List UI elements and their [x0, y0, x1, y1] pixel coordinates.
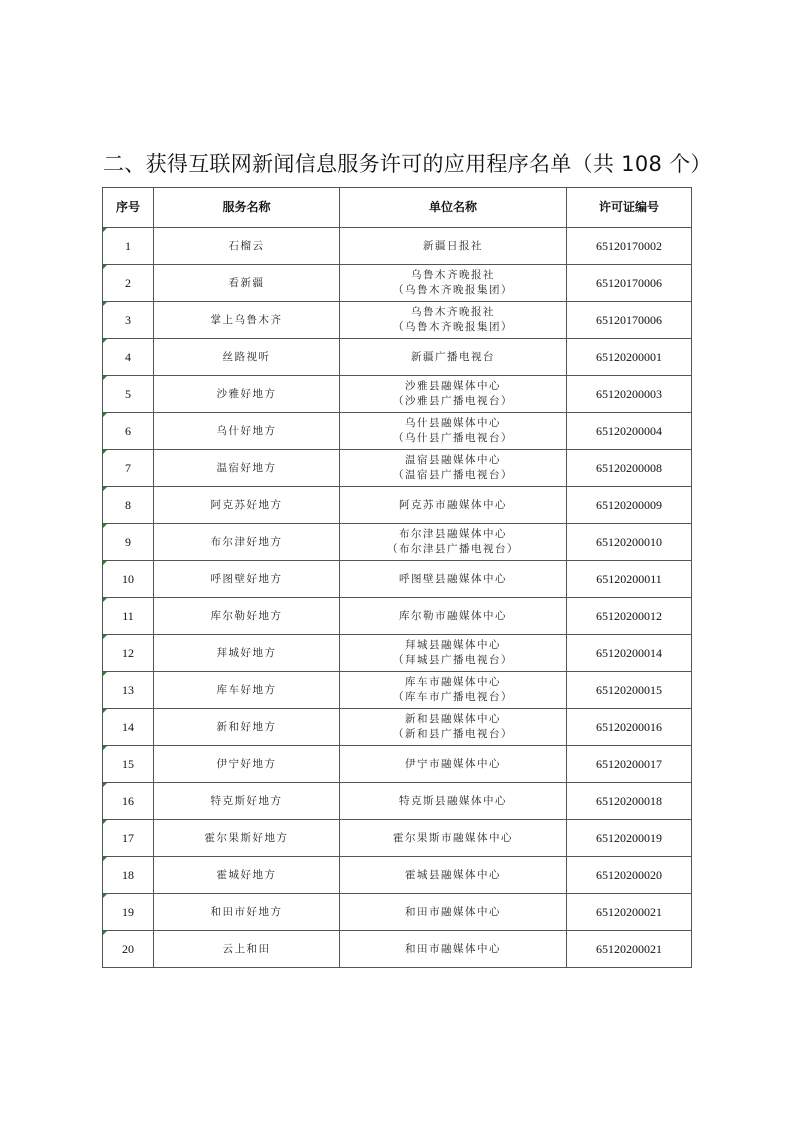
cell-seq: [103, 339, 154, 376]
unit-name-line2: （库车市广播电视台）: [393, 691, 513, 703]
header-seq: 序号: [103, 188, 154, 228]
cell-permit-number: 65120200021: [567, 894, 692, 931]
cell-unit-name: [340, 413, 567, 450]
unit-name-line1: 拜城县融媒体中心: [405, 639, 501, 651]
cell-service-name: 库尔勒好地方: [154, 598, 340, 635]
seq-text: 18: [122, 867, 134, 882]
cell-seq: [103, 672, 154, 709]
cell-permit-number: 65120200011: [567, 561, 692, 598]
cell-unit-name: [340, 931, 567, 968]
cell-marker: [103, 339, 107, 343]
header-service-name: 服务名称: [154, 188, 340, 228]
cell-seq: [103, 450, 154, 487]
cell-marker: [103, 672, 107, 676]
cell-seq: [103, 228, 154, 265]
cell-marker: [103, 746, 107, 750]
cell-unit-name: [340, 339, 567, 376]
seq-text: 12: [122, 645, 134, 660]
unit-name-line1: 新和县融媒体中心: [405, 713, 501, 725]
license-table: [102, 187, 692, 968]
cell-unit-name: [340, 635, 567, 672]
cell-unit-name: [340, 894, 567, 931]
unit-name-line1: 霍城县融媒体中心: [405, 868, 501, 881]
unit-name-line2: （乌什县广播电视台）: [393, 432, 513, 444]
cell-unit-name: [340, 783, 567, 820]
cell-marker: [103, 265, 107, 269]
cell-marker: [103, 820, 107, 824]
table-row: [103, 783, 692, 820]
table-row: [103, 894, 692, 931]
seq-text: 3: [125, 312, 131, 327]
cell-seq: [103, 746, 154, 783]
unit-name-line2: （新和县广播电视台）: [393, 728, 513, 740]
unit-name-line1: 温宿县融媒体中心: [405, 454, 501, 466]
unit-name-line1: 布尔津县融媒体中心: [399, 528, 507, 540]
table-row: [103, 598, 692, 635]
cell-permit-number: 65120200003: [567, 376, 692, 413]
cell-permit-number: 65120200018: [567, 783, 692, 820]
unit-name-line1: 库车市融媒体中心: [405, 676, 501, 688]
cell-service-name: 阿克苏好地方: [154, 487, 340, 524]
cell-unit-name: [340, 524, 567, 561]
seq-text: 11: [122, 608, 134, 623]
seq-text: 9: [125, 534, 131, 549]
seq-text: 14: [122, 719, 134, 734]
table-row: [103, 265, 692, 302]
cell-unit-name: [340, 598, 567, 635]
cell-seq: [103, 931, 154, 968]
cell-unit-name: [340, 450, 567, 487]
cell-permit-number: 65120170002: [567, 228, 692, 265]
cell-marker: [103, 635, 107, 639]
unit-name-line2: （乌鲁木齐晚报集团）: [393, 321, 513, 333]
unit-name-line1: 和田市融媒体中心: [405, 942, 501, 955]
seq-text: 8: [125, 497, 131, 512]
seq-text: 19: [122, 904, 134, 919]
cell-marker: [103, 709, 107, 713]
table-row: [103, 376, 692, 413]
table-row: [103, 709, 692, 746]
table-row: [103, 931, 692, 968]
unit-name-line1: 和田市融媒体中心: [405, 905, 501, 918]
cell-permit-number: 65120200017: [567, 746, 692, 783]
cell-marker: [103, 413, 107, 417]
table-row: [103, 339, 692, 376]
cell-unit-name: [340, 265, 567, 302]
table-row: [103, 857, 692, 894]
cell-permit-number: 65120200019: [567, 820, 692, 857]
cell-service-name: 霍尔果斯好地方: [154, 820, 340, 857]
cell-permit-number: 65120200004: [567, 413, 692, 450]
table-row: [103, 487, 692, 524]
cell-marker: [103, 450, 107, 454]
cell-unit-name: [340, 857, 567, 894]
cell-marker: [103, 931, 107, 935]
page-title: 二、获得互联网新闻信息服务许可的应用程序名单（共 108 个）: [103, 152, 712, 176]
table-row: [103, 746, 692, 783]
cell-permit-number: 65120200021: [567, 931, 692, 968]
cell-marker: [103, 857, 107, 861]
cell-seq: [103, 265, 154, 302]
unit-name-line2: （沙雅县广播电视台）: [393, 395, 513, 407]
cell-marker: [103, 783, 107, 787]
seq-text: 1: [125, 238, 131, 253]
seq-text: 6: [125, 423, 131, 438]
cell-marker: [103, 598, 107, 602]
cell-service-name: 丝路视听: [154, 339, 340, 376]
table-row: [103, 635, 692, 672]
unit-name-line2: （乌鲁木齐晚报集团）: [393, 284, 513, 296]
cell-service-name: 伊宁好地方: [154, 746, 340, 783]
header-permit-number: 许可证编号: [567, 188, 692, 228]
cell-marker: [103, 376, 107, 380]
cell-service-name: 呼图壁好地方: [154, 561, 340, 598]
cell-permit-number: 65120200008: [567, 450, 692, 487]
seq-text: 13: [122, 682, 134, 697]
cell-seq: [103, 635, 154, 672]
unit-name-line1: 乌什县融媒体中心: [405, 417, 501, 429]
table-body: [103, 228, 692, 968]
cell-service-name: 看新疆: [154, 265, 340, 302]
unit-name-line2: （拜城县广播电视台）: [393, 654, 513, 666]
cell-service-name: 霍城好地方: [154, 857, 340, 894]
table-row: [103, 561, 692, 598]
seq-text: 5: [125, 386, 131, 401]
cell-marker: [103, 524, 107, 528]
table-row: [103, 413, 692, 450]
cell-unit-name: [340, 820, 567, 857]
table-row: [103, 228, 692, 265]
unit-name-line1: 乌鲁木齐晚报社: [411, 306, 495, 318]
seq-text: 10: [122, 571, 134, 586]
cell-marker: [103, 894, 107, 898]
seq-text: 7: [125, 460, 131, 475]
cell-permit-number: 65120200020: [567, 857, 692, 894]
cell-unit-name: [340, 561, 567, 598]
unit-name-line1: 呼图壁县融媒体中心: [399, 572, 507, 585]
cell-service-name: 库车好地方: [154, 672, 340, 709]
cell-unit-name: [340, 672, 567, 709]
cell-marker: [103, 228, 107, 232]
unit-name-line1: 阿克苏市融媒体中心: [399, 498, 507, 511]
table-header-row: [103, 188, 692, 228]
cell-service-name: 特克斯好地方: [154, 783, 340, 820]
unit-name-line1: 霍尔果斯市融媒体中心: [393, 831, 513, 844]
cell-unit-name: [340, 487, 567, 524]
cell-service-name: 石榴云: [154, 228, 340, 265]
cell-permit-number: 65120200001: [567, 339, 692, 376]
cell-unit-name: [340, 376, 567, 413]
cell-permit-number: 65120200014: [567, 635, 692, 672]
cell-permit-number: 65120200010: [567, 524, 692, 561]
cell-seq: [103, 413, 154, 450]
unit-name-line2: （温宿县广播电视台）: [393, 469, 513, 481]
table-row: [103, 672, 692, 709]
unit-name-line1: 库尔勒市融媒体中心: [399, 609, 507, 622]
cell-unit-name: [340, 302, 567, 339]
unit-name-line1: 乌鲁木齐晚报社: [411, 269, 495, 281]
cell-permit-number: 65120170006: [567, 302, 692, 339]
seq-text: 16: [122, 793, 134, 808]
seq-text: 20: [122, 941, 134, 956]
cell-service-name: 掌上乌鲁木齐: [154, 302, 340, 339]
seq-text: 2: [125, 275, 131, 290]
cell-seq: [103, 820, 154, 857]
cell-service-name: 云上和田: [154, 931, 340, 968]
cell-marker: [103, 302, 107, 306]
cell-service-name: 拜城好地方: [154, 635, 340, 672]
cell-permit-number: 65120200016: [567, 709, 692, 746]
cell-permit-number: 65120200009: [567, 487, 692, 524]
cell-unit-name: [340, 746, 567, 783]
cell-permit-number: 65120170006: [567, 265, 692, 302]
cell-seq: [103, 487, 154, 524]
cell-seq: [103, 302, 154, 339]
table-row: [103, 820, 692, 857]
cell-service-name: 沙雅好地方: [154, 376, 340, 413]
cell-seq: [103, 894, 154, 931]
unit-name-line1: 特克斯县融媒体中心: [399, 794, 507, 807]
cell-seq: [103, 524, 154, 561]
cell-permit-number: 65120200012: [567, 598, 692, 635]
cell-service-name: 新和好地方: [154, 709, 340, 746]
cell-seq: [103, 376, 154, 413]
cell-service-name: 温宿好地方: [154, 450, 340, 487]
seq-text: 15: [122, 756, 134, 771]
seq-text: 17: [122, 830, 134, 845]
seq-text: 4: [125, 349, 131, 364]
cell-seq: [103, 783, 154, 820]
cell-service-name: 和田市好地方: [154, 894, 340, 931]
cell-seq: [103, 598, 154, 635]
header-unit-name: 单位名称: [340, 188, 567, 228]
cell-unit-name: [340, 709, 567, 746]
cell-seq: [103, 561, 154, 598]
cell-marker: [103, 561, 107, 565]
cell-unit-name: [340, 228, 567, 265]
unit-name-line1: 沙雅县融媒体中心: [405, 380, 501, 392]
unit-name-line1: 新疆广播电视台: [411, 350, 495, 363]
cell-permit-number: 65120200015: [567, 672, 692, 709]
unit-name-line2: （布尔津县广播电视台）: [387, 543, 519, 555]
table-row: [103, 450, 692, 487]
cell-seq: [103, 857, 154, 894]
table-row: [103, 524, 692, 561]
cell-service-name: 乌什好地方: [154, 413, 340, 450]
cell-seq: [103, 709, 154, 746]
cell-marker: [103, 487, 107, 491]
unit-name-line1: 伊宁市融媒体中心: [405, 757, 501, 770]
table-row: [103, 302, 692, 339]
cell-service-name: 布尔津好地方: [154, 524, 340, 561]
unit-name-line1: 新疆日报社: [423, 239, 483, 252]
